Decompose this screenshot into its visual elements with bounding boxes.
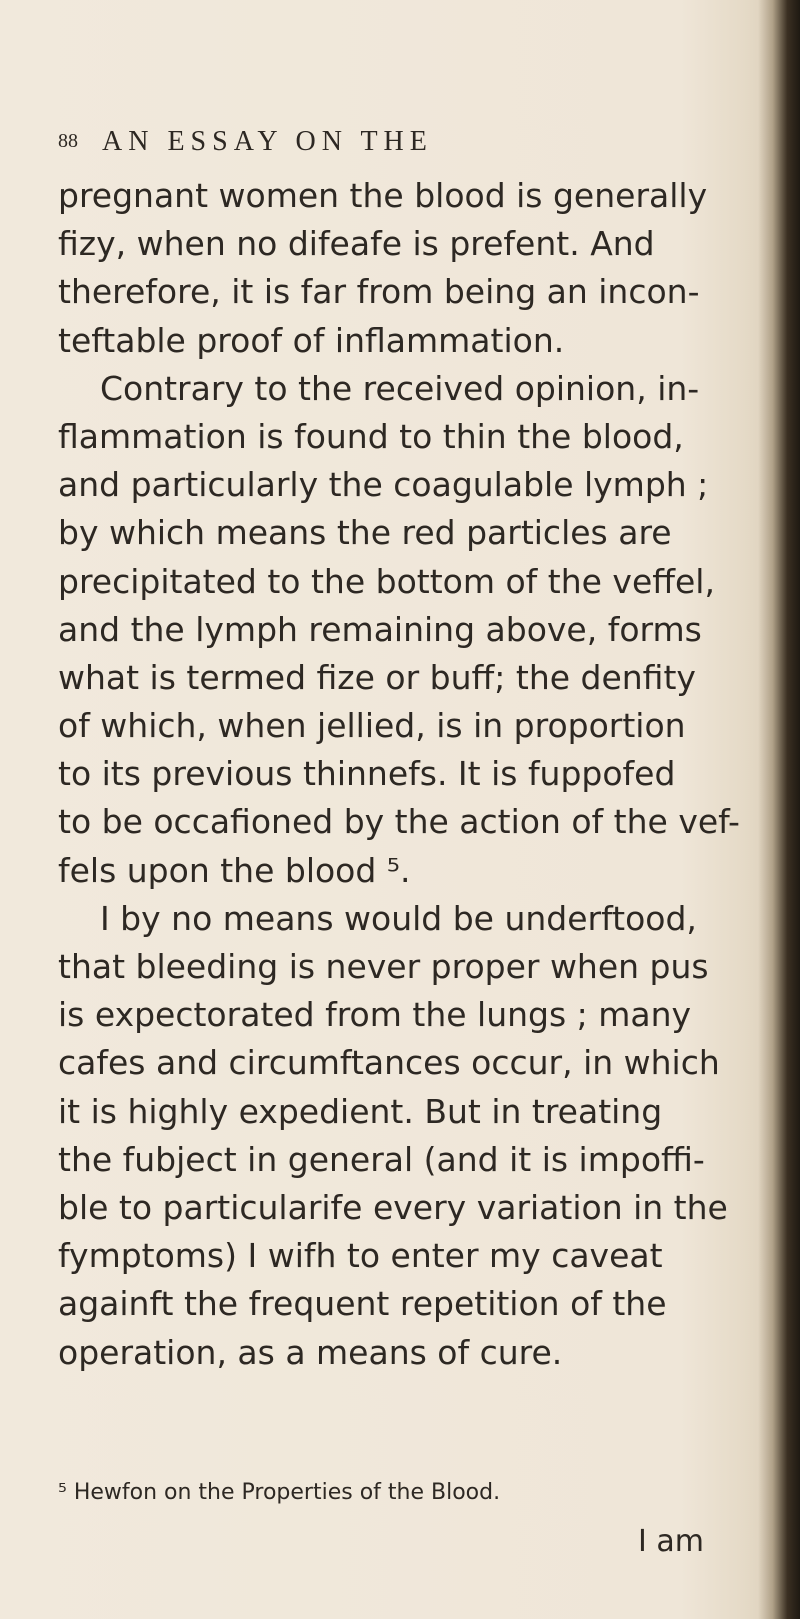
text-line: I by no means would be underftood, (58, 898, 697, 938)
page-number: 88 (58, 130, 78, 152)
text-line: of which, when jellied, is in proportion (58, 706, 686, 746)
text-line: pregnant women the blood is generally (58, 176, 708, 215)
text-line: and particularly the coagulable lymph ; (58, 465, 709, 505)
text-line: operation, as a means of cure. (58, 1332, 563, 1372)
catchword: I am (638, 1524, 704, 1559)
text-line: what is termed fize or buff; the denfity (58, 657, 696, 697)
text-line: teftable proof of inflammation. (58, 320, 565, 360)
text-line: the fubject in general (and it is impoffi- (58, 1139, 705, 1179)
footnote: ⁵ Hewfon on the Properties of the Blood. (58, 1480, 501, 1505)
text-line: precipitated to the bottom of the veffel, (58, 561, 715, 601)
text-line: againft the frequent repetition of the (58, 1284, 667, 1324)
text-line: cafes and circumftances occur, in which (58, 1043, 720, 1083)
text-line: to its previous thinnefs. It is fuppofed (58, 754, 676, 794)
body-text (58, 172, 748, 1377)
text-line: therefore, it is far from being an incon- (58, 272, 700, 312)
text-line: Contrary to the received opinion, in- (58, 368, 700, 408)
text-line: fels upon the blood ⁵. (58, 850, 411, 890)
page-gutter-shadow (758, 0, 800, 1619)
text-line: fizy, when no difeafe is prefent. And (58, 224, 655, 264)
running-title: AN ESSAY ON THE (102, 126, 433, 157)
text-line: ble to particularife every variation in the (58, 1187, 728, 1227)
text-line: to be occafioned by the action of the vef- (58, 802, 740, 842)
text-line: fymptoms) I wifh to enter my caveat (58, 1236, 663, 1276)
text-line: and the lymph remaining above, forms (58, 609, 702, 649)
running-head (58, 126, 618, 170)
text-line: it is highly expedient. But in treating (58, 1091, 663, 1131)
text-line: is expectorated from the lungs ; many (58, 995, 692, 1035)
text-line: flammation is found to thin the blood, (58, 416, 684, 456)
text-line: that bleeding is never proper when pus (58, 947, 709, 986)
text-line: by which means the red particles are (58, 513, 672, 553)
